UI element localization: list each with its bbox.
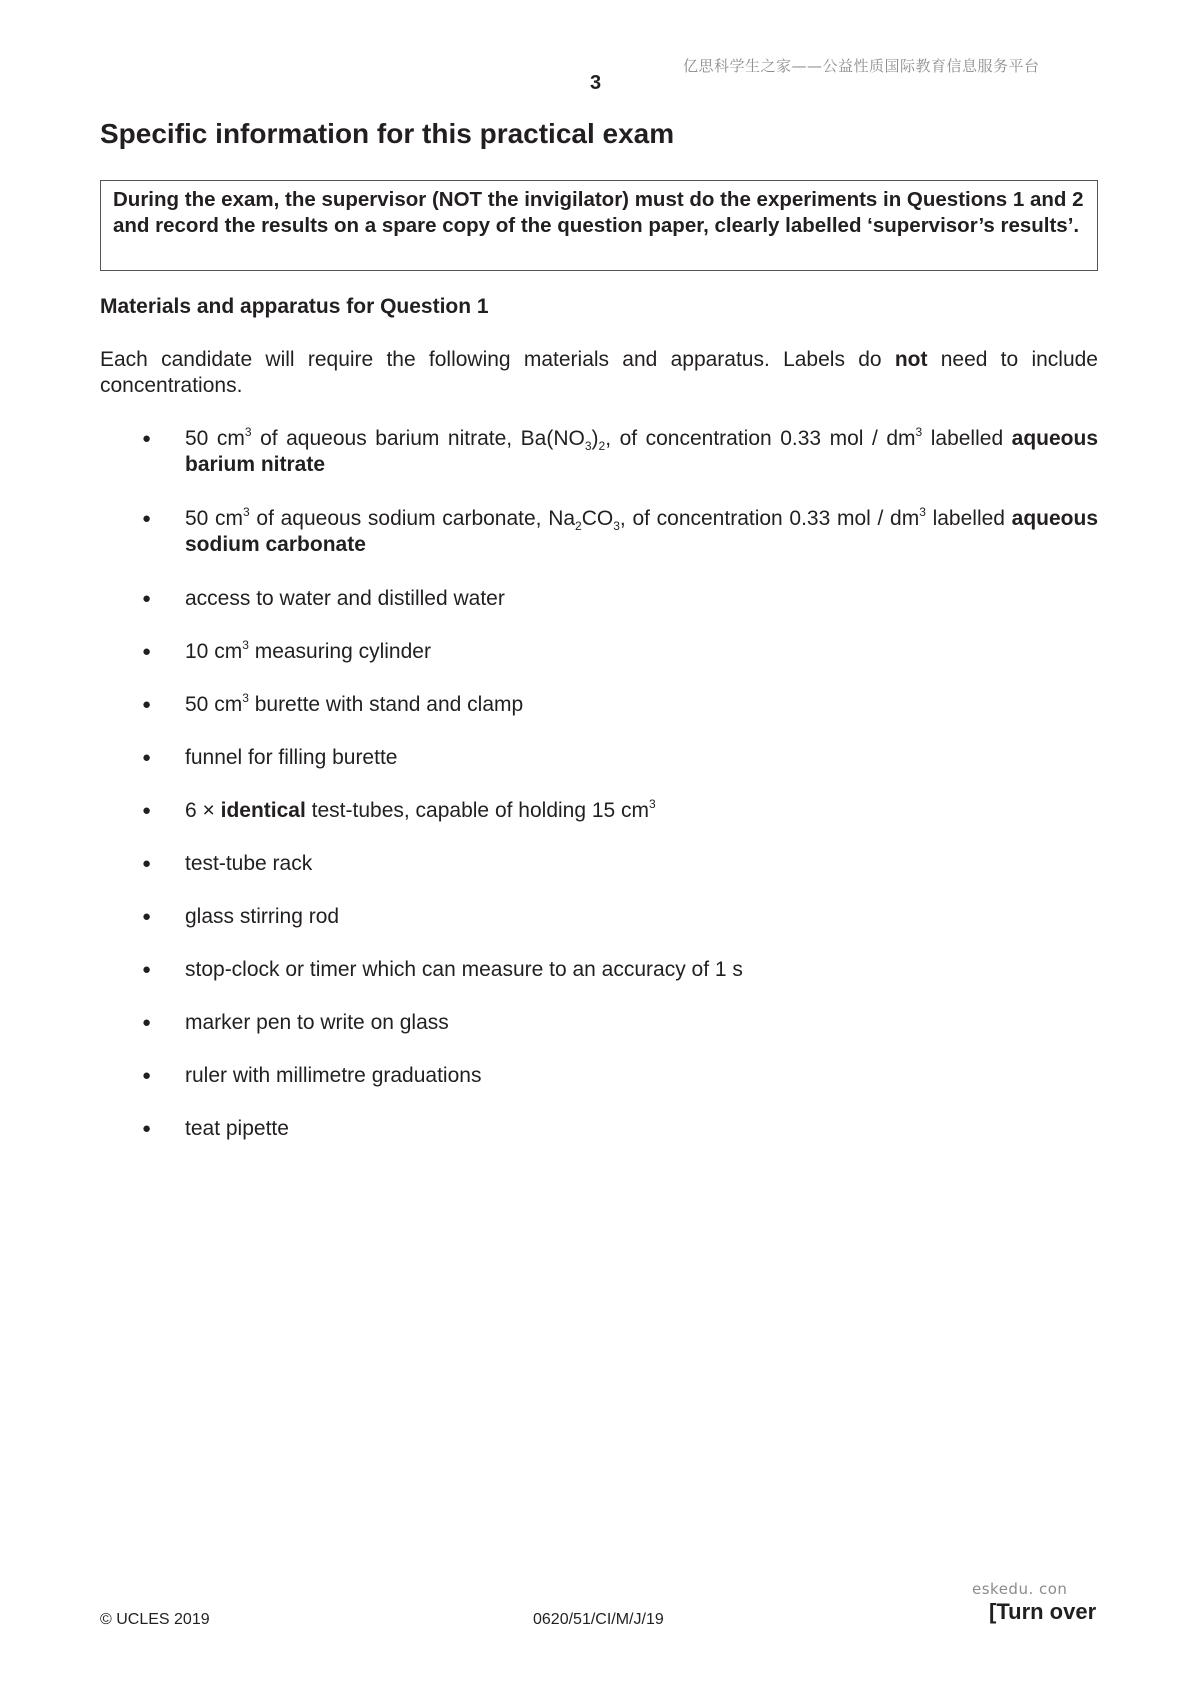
subscript: 3	[584, 439, 592, 453]
bullet: ●	[142, 590, 152, 607]
text-run: 10 cm	[185, 640, 243, 663]
intro-bold-not: not	[894, 348, 928, 371]
text-run: 6 ×	[185, 799, 221, 822]
list-item-text: marker pen to write on glass	[185, 1011, 449, 1034]
superscript: 3	[649, 797, 656, 811]
bullet: ●	[142, 1014, 152, 1031]
list-item-text	[185, 426, 1098, 478]
list-item-text: access to water and distilled water	[185, 587, 505, 610]
superscript: 3	[242, 691, 249, 705]
list-item-text: ruler with millimetre graduations	[185, 1064, 482, 1087]
bullet: ●	[142, 430, 152, 447]
list-item-text	[185, 639, 1098, 665]
list-item-text: funnel for filling burette	[185, 746, 398, 769]
text-run: CO	[581, 507, 614, 530]
text-run: 50 cm	[185, 693, 243, 716]
footer-copyright: © UCLES 2019	[100, 1611, 210, 1628]
text-run: test-tubes, capable of holding 15 cm	[305, 799, 650, 822]
superscript: 3	[919, 505, 926, 519]
label-name: aqueous sodium carbonate	[185, 507, 1099, 556]
text-run: measuring cylinder	[248, 640, 431, 663]
text-run: of aqueous barium nitrate, Ba(NO	[251, 427, 585, 450]
list-item-text: glass stirring rod	[185, 905, 340, 928]
subscript: 2	[575, 519, 582, 533]
bullet: ●	[142, 1067, 152, 1084]
list-item-text	[185, 798, 1098, 824]
bullet: ●	[142, 749, 152, 766]
bullet: ●	[142, 908, 152, 925]
list-item-text	[185, 692, 1098, 718]
supervisor-notice-text: During the exam, the supervisor (NOT the invigilator) must do the experiments in Questions 1 and 2 and record the results on a spare copy of the question paper, clearly labelled ‘supervisor’s results’.	[113, 188, 1084, 237]
text-run: 50 cm	[185, 427, 245, 450]
intro-paragraph	[100, 347, 1098, 399]
turn-over-label: [Turn over	[989, 1599, 1097, 1624]
text-run: labelled	[922, 427, 1012, 450]
text-run: burette with stand and clamp	[248, 693, 524, 716]
label-name: aqueous barium nitrate	[185, 427, 1099, 476]
bullet: ●	[142, 643, 152, 660]
text-run: , of concentration 0.33 mol / dm	[605, 427, 916, 450]
page-title: Specific information for this practical exam	[100, 118, 675, 149]
intro-text-after: need to include concentrations.	[100, 348, 1098, 397]
superscript: 3	[244, 425, 252, 439]
text-run: , of concentration 0.33 mol / dm	[619, 507, 920, 530]
subscript: 2	[598, 439, 606, 453]
intro-text-before: Each candidate will require the following materials and apparatus. Labels do	[100, 348, 895, 371]
page-number: 3	[589, 72, 602, 94]
watermark-top: 亿思科学生之家——公益性质国际教育信息服务平台	[683, 57, 1040, 75]
bold-identical: identical	[220, 799, 306, 822]
text-run: labelled	[925, 507, 1012, 530]
superscript: 3	[242, 638, 249, 652]
bullet: ●	[142, 696, 152, 713]
bullet: ●	[142, 1120, 152, 1137]
list-item-text	[185, 506, 1098, 558]
subscript: 3	[613, 519, 620, 533]
list-item-text: teat pipette	[185, 1117, 289, 1140]
text-run: 50 cm	[185, 507, 244, 530]
text-run: of aqueous sodium carbonate, Na	[249, 507, 576, 530]
footer-paper-code: 0620/51/CI/M/J/19	[533, 1611, 664, 1628]
supervisor-notice-box	[100, 180, 1098, 271]
superscript: 3	[243, 505, 250, 519]
list-item-text: test-tube rack	[185, 852, 313, 875]
text-run: )	[591, 427, 599, 450]
bullet: ●	[142, 802, 152, 819]
watermark-bottom: eskedu. con	[972, 1580, 1068, 1598]
list-item-text: stop-clock or timer which can measure to an accuracy of 1 s	[185, 958, 743, 981]
bullet: ●	[142, 855, 152, 872]
bullet: ●	[142, 510, 152, 527]
bullet: ●	[142, 961, 152, 978]
superscript: 3	[915, 425, 923, 439]
section-heading: Materials and apparatus for Question 1	[100, 295, 489, 318]
